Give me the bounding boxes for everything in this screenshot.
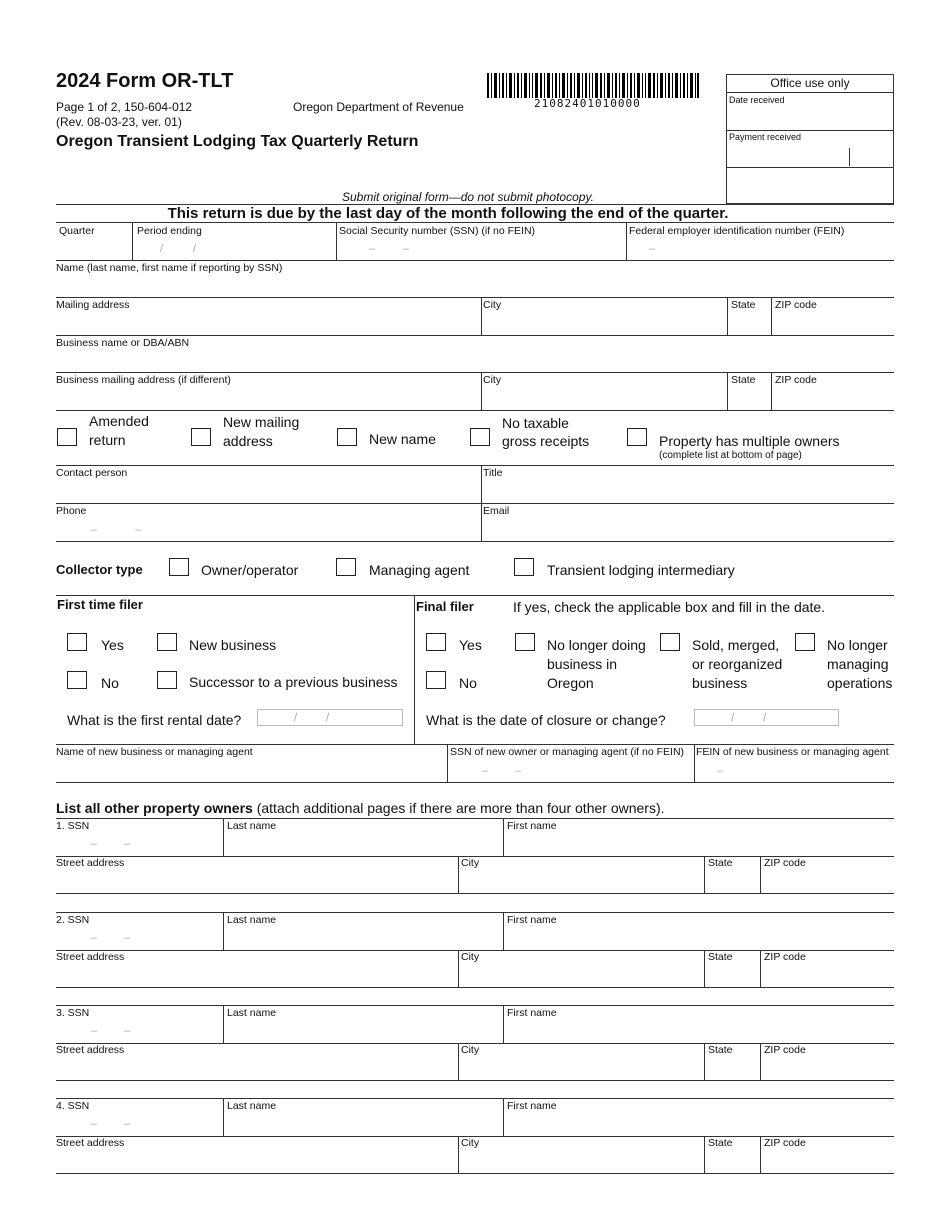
quarter-input[interactable] [57,238,131,259]
quarter-label: Quarter [59,225,95,237]
city-input[interactable] [482,312,726,334]
ssn-label: Social Security number (SSN) (if no FEIN) [339,225,536,237]
owner-operator-checkbox[interactable] [169,558,189,576]
new-name-label: New name [369,431,436,447]
owner-4-first-name-label: First name [507,1100,557,1112]
successor-checkbox[interactable] [157,671,177,689]
business-name-label: Business name or DBA/ABN [56,337,190,349]
first-time-no-label: No [101,675,119,691]
date-received-label: Date received [729,95,785,105]
business-mailing-label: Business mailing address (if different) [56,374,231,386]
owner-4-street-label: Street address [56,1137,125,1149]
owner-4-zip-label: ZIP code [764,1137,806,1149]
sold-label-2: or reorganized [692,656,783,672]
collector-type-heading: Collector type [56,562,143,577]
phone-input[interactable] [56,518,480,540]
barcode [487,73,699,98]
new-business-name-input[interactable] [56,759,446,781]
business-city-input[interactable] [482,387,726,409]
amended-label-2: return [89,432,126,448]
owner-3-street-label: Street address [56,1044,125,1056]
fein-label: Federal employer identification number (FEIN) [629,225,845,237]
owner-1-ssn-input[interactable] [56,833,222,855]
first-time-yes-label: Yes [101,637,124,653]
new-mailing-label-2: address [223,433,273,449]
sold-label-1: Sold, merged, [692,637,780,653]
name-label: Name (last name, first name if reporting by SSN) [56,262,283,274]
owner-1-state-input[interactable] [705,870,759,892]
business-city-label: City [483,374,502,386]
new-business-checkbox[interactable] [157,633,177,651]
owner-2-city-label: City [461,951,480,963]
no-taxable-receipts-checkbox[interactable] [470,428,490,446]
owner-1-first-name-input[interactable] [504,833,894,855]
no-longer-label-1: No longer doing [547,637,646,653]
owner-1-zip-input[interactable] [761,870,894,892]
amended-label-1: Amended [89,413,149,429]
first-time-yes-checkbox[interactable] [67,633,87,651]
business-zip-label: ZIP code [775,374,817,386]
final-no-label: No [459,675,477,691]
managing-label-3: operations [827,675,893,691]
new-business-fein-label: FEIN of new business or managing agent [696,746,889,758]
owner-4-state-label: State [708,1137,733,1149]
owner-4-last-name-label: Last name [227,1100,277,1112]
owner-4-city-label: City [461,1137,480,1149]
owner-3-last-name-label: Last name [227,1007,277,1019]
period-ending-label: Period ending [137,225,202,237]
first-time-no-checkbox[interactable] [67,671,87,689]
owner-1-street-label: Street address [56,857,125,869]
first-rental-date-input[interactable]: / / [257,709,403,726]
owner-2-zip-input[interactable] [761,964,894,986]
owner-3-state-label: State [708,1044,733,1056]
page-info: Page 1 of 2, 150-604-012 [56,100,193,114]
new-business-fein-input[interactable] [695,759,894,781]
contact-person-label: Contact person [56,467,128,479]
owner-2-first-name-label: First name [507,914,557,926]
name-input[interactable] [56,276,894,297]
intermediary-label: Transient lodging intermediary [547,562,735,578]
mailing-address-label: Mailing address [56,299,130,311]
owner-3-ssn-label: 3. SSN [56,1007,90,1019]
owner-1-state-label: State [708,857,733,869]
managing-agent-label: Managing agent [369,562,470,578]
owner-4-last-name-input[interactable] [224,1113,502,1135]
no-longer-managing-checkbox[interactable] [795,633,815,651]
multiple-owners-checkbox[interactable] [627,428,647,446]
owner-3-zip-input[interactable] [761,1057,894,1079]
contact-person-input[interactable] [56,480,480,502]
owner-3-city-label: City [461,1044,480,1056]
business-state-label: State [731,374,756,386]
email-label: Email [483,505,510,517]
owner-2-zip-label: ZIP code [764,951,806,963]
first-time-heading: First time filer [57,597,143,612]
owner-2-state-input[interactable] [705,964,759,986]
ssn-input[interactable] [337,238,625,259]
amended-return-checkbox[interactable] [57,428,77,446]
state-label: State [731,299,756,311]
owner-3-ssn-input[interactable] [56,1020,222,1042]
owner-2-last-name-input[interactable] [224,927,502,949]
owner-3-city-input[interactable] [459,1057,703,1079]
final-no-checkbox[interactable] [426,671,446,689]
owner-1-city-label: City [461,857,480,869]
managing-label-2: managing [827,656,889,672]
owner-1-last-name-input[interactable] [224,833,502,855]
due-note: This return is due by the last day of the month following the end of the quarter. [167,205,729,222]
state-input[interactable] [728,312,770,334]
owners-heading [56,800,665,816]
owner-4-city-input[interactable] [459,1150,703,1172]
owner-3-state-input[interactable] [705,1057,759,1079]
business-state-input[interactable] [728,387,770,409]
submit-note: Submit original form—do not submit photocopy. [342,190,594,204]
owner-4-street-input[interactable] [56,1150,457,1172]
owner-4-ssn-input[interactable] [56,1113,222,1135]
owner-2-ssn-input[interactable] [56,927,222,949]
intermediary-checkbox[interactable] [514,558,534,576]
new-business-label: New business [189,637,277,653]
final-filer-heading: Final filer [416,599,474,614]
no-longer-label-3: Oregon [547,675,594,691]
office-use-title: Office use only [770,76,850,90]
owner-1-city-input[interactable] [459,870,703,892]
owner-1-last-name-label: Last name [227,820,277,832]
final-yes-label: Yes [459,637,482,653]
owner-4-state-input[interactable] [705,1150,759,1172]
return-title: Oregon Transient Lodging Tax Quarterly Return [56,133,419,150]
owner-4-first-name-input[interactable] [504,1113,894,1135]
owner-1-ssn-label: 1. SSN [56,820,90,832]
zip-input[interactable] [772,312,894,334]
business-zip-input[interactable] [772,387,894,409]
owner-1-street-input[interactable] [56,870,457,892]
multiple-owners-note: (complete list at bottom of page) [659,450,802,461]
fein-input[interactable] [627,238,894,259]
owners-heading-rest: (attach additional pages if there are more than four other owners). [252,800,665,816]
first-rental-date-label: What is the first rental date? [67,712,242,728]
successor-label: Successor to a previous business [189,674,398,690]
owner-2-ssn-label: 2. SSN [56,914,90,926]
sold-label-3: business [692,675,748,691]
owner-2-street-input[interactable] [56,964,457,986]
owner-3-first-name-input[interactable] [504,1020,894,1042]
contact-title-input[interactable] [482,480,894,502]
owner-1-zip-label: ZIP code [764,857,806,869]
owner-3-street-input[interactable] [56,1057,457,1079]
no-longer-label-2: business in [547,656,618,672]
no-taxable-label-2: gross receipts [502,433,590,449]
phone-label: Phone [56,505,87,517]
owner-1-first-name-label: First name [507,820,557,832]
multiple-owners-label: Property has multiple owners [659,433,840,449]
no-taxable-label-1: No taxable [502,415,569,431]
business-name-input[interactable] [56,350,894,372]
email-input[interactable] [482,518,894,540]
zip-label: ZIP code [775,299,817,311]
final-filer-instruction: If yes, check the applicable box and fill in the date. [513,599,826,615]
city-label: City [483,299,502,311]
closure-date-input[interactable]: / / [694,709,839,726]
new-business-name-label: Name of new business or managing agent [56,746,253,758]
contact-title-label: Title [483,467,503,479]
new-owner-ssn-label: SSN of new owner or managing agent (if no FEIN) [450,746,685,758]
managing-label-1: No longer [827,637,888,653]
owner-4-ssn-label: 4. SSN [56,1100,90,1112]
business-mailing-input[interactable] [56,387,480,409]
owner-3-zip-label: ZIP code [764,1044,806,1056]
owner-2-last-name-label: Last name [227,914,277,926]
managing-agent-checkbox[interactable] [336,558,356,576]
sold-merged-checkbox[interactable] [660,633,680,651]
owner-2-street-label: Street address [56,951,125,963]
form-title: 2024 Form OR-TLT [56,70,234,92]
new-mailing-label-1: New mailing [223,414,300,430]
owners-heading-bold: List all other property owners [56,800,253,816]
owner-2-city-input[interactable] [459,964,703,986]
department: Oregon Department of Revenue [293,100,464,114]
owner-operator-label: Owner/operator [201,562,299,578]
payment-received-label: Payment received [729,132,802,142]
new-name-checkbox[interactable] [337,428,357,446]
owner-4-zip-input[interactable] [761,1150,894,1172]
owner-3-last-name-input[interactable] [224,1020,502,1042]
closure-date-label: What is the date of closure or change? [426,712,666,728]
owner-2-first-name-input[interactable] [504,927,894,949]
mailing-address-input[interactable] [56,312,480,334]
no-longer-business-checkbox[interactable] [515,633,535,651]
final-yes-checkbox[interactable] [426,633,446,651]
owner-3-first-name-label: First name [507,1007,557,1019]
period-ending-input[interactable] [133,238,335,259]
new-mailing-address-checkbox[interactable] [191,428,211,446]
barcode-number: 21082401010000 [534,97,641,110]
owner-2-state-label: State [708,951,733,963]
revision: (Rev. 08-03-23, ver. 01) [56,115,182,129]
